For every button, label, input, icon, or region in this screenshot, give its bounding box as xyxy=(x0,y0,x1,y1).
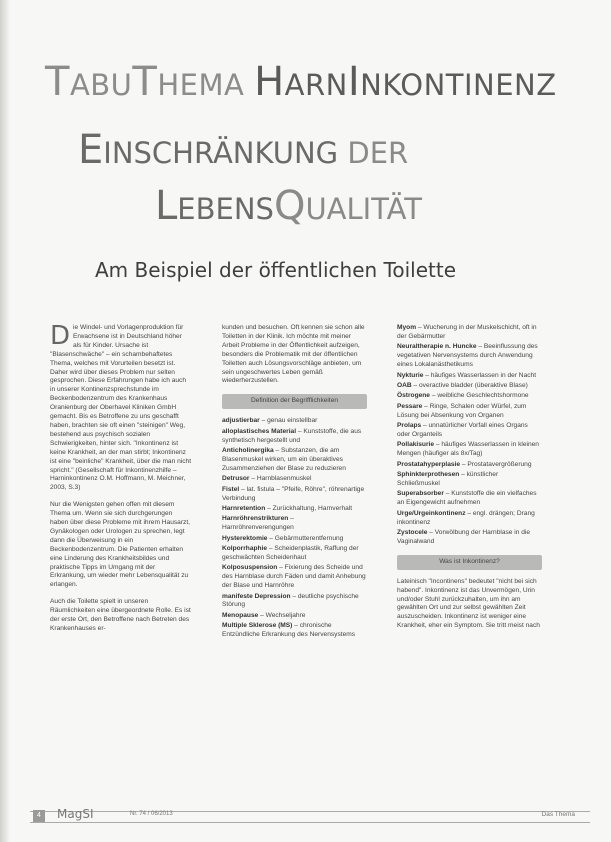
headline-line-1 xyxy=(45,59,557,105)
definition-item xyxy=(222,545,367,563)
definition-term: Harnröhrenstrikturen xyxy=(222,515,289,523)
definition-term: Hysterektomie xyxy=(222,534,268,542)
definition-term: Urge/Urgeinkontinenz xyxy=(397,509,466,517)
definition-text: – unnatürlicher Vorfall eines Organs oder Organteils xyxy=(397,422,528,438)
headline-fragment: DER xyxy=(347,136,409,170)
definition-term: Östrogene xyxy=(397,392,430,400)
definition-text: – overactive bladder (überaktive Blase) xyxy=(411,381,528,389)
definition-text: – engl. drängen; Drang inkontinenz xyxy=(397,509,535,526)
definition-text: – genau einstellbar xyxy=(259,417,318,425)
section-name: Das Thema xyxy=(541,811,575,818)
definition-item xyxy=(397,372,542,381)
definition-text: – deutliche psychische Störung xyxy=(222,592,359,609)
headline-fragment: L xyxy=(155,183,178,229)
definition-text: – häufiges Wasserlassen in der Nacht xyxy=(423,371,537,379)
definition-term: Kolporrhaphie xyxy=(222,545,268,553)
definition-text: – Substanzen, die am Blasenmuskel wirken, um ein überaktives Zusammenziehen der Blase zu reduzieren xyxy=(222,446,346,472)
column-1 xyxy=(50,321,192,642)
definition-text: – Scheidenplastik, Raffung der geschwächten Scheidenhaut xyxy=(222,545,359,561)
column-3-text xyxy=(397,578,542,631)
headline-line-3 xyxy=(155,183,422,229)
headline-fragment: EBENS xyxy=(177,192,274,226)
definition-text: – Gebärmutterentfernung xyxy=(267,534,344,542)
definition-text: – künstlicher Schließmuskel xyxy=(397,471,499,487)
definition-text: – Kunststoffe, die aus synthetisch hergestellt und xyxy=(222,427,362,444)
column-1-text xyxy=(50,321,192,634)
drop-cap: D xyxy=(50,321,71,351)
definition-text: – Zurückhaltung, Harnverhalt xyxy=(265,504,353,512)
definition-item xyxy=(222,535,367,544)
definition-item xyxy=(397,510,542,528)
definition-term: Anticholinergika xyxy=(222,446,274,454)
column-2 xyxy=(222,324,367,642)
definition-item xyxy=(397,343,542,370)
definition-item xyxy=(222,486,367,504)
definition-item xyxy=(222,622,367,640)
page-footer xyxy=(0,802,611,832)
paragraph: Nur die Wenigsten gehen offen mit diesem Thema um. Wenn sie sich durchgerungen haben über diese Probleme mit ihrem Hausarzt, Gynäkologen oder Urologen zu sprechen, legt dann die Überweisung in ein Beckenbodenzentrum. Die Patienten erhalten eine Linderung des Krankheitsbildes und praktische Tipps im Umgang mit der Erkrankung, um wieder mehr Lebensqualität zu erlangen. xyxy=(50,501,191,589)
definition-term: Neuraltherapie n. Huncke xyxy=(397,343,477,351)
definition-term: Sphinkterprothesen xyxy=(397,471,460,479)
definition-item xyxy=(222,505,367,514)
definition-item xyxy=(222,612,367,621)
definition-term: Prolaps xyxy=(397,422,422,430)
definition-term: Zystocele xyxy=(397,529,428,537)
definition-item xyxy=(222,447,367,474)
definition-term: Nykturie xyxy=(397,371,424,379)
paragraph: kunden und besuchen. Oft kennen sie schon alle Toiletten in der Klinik. Ich möchte mit meiner Arbeit Probleme in der Öffentlichkeit aufzeigen, besonders die Problematik mit der öffentlichen Toiletten auch Lösungsvorschläge anbieten, um sein ungeschwertes Leben gemäß wiederherzustellen. xyxy=(222,324,365,385)
headline-fragment: NKONTINENZ xyxy=(360,68,557,102)
definition-term: alloplastisches Material xyxy=(222,427,297,435)
headline-fragment: UALITÄT xyxy=(305,192,422,226)
definition-term: Menopause xyxy=(222,611,259,619)
paragraph: Lateinisch "Incontinens" bedeutet "nicht bei sich habend". Inkontinenz ist das Unvermögen, Urin und/oder Stuhl zurückzuhalten, um ihn am gewählten Ort und zur selbst gewählten Zeit auszuscheiden. Inkontinenz ist weniger eine Krankheit, eher ein Symptom. Sie tritt meist nach xyxy=(397,577,540,630)
definition-term: Fistel xyxy=(222,485,240,493)
definition-text: – Harnblasenmuskel xyxy=(249,475,312,483)
definition-item xyxy=(222,515,367,533)
definition-item xyxy=(222,475,367,484)
definition-item xyxy=(397,392,542,401)
definition-term: Multiple Sklerose (MS) xyxy=(222,622,293,630)
definition-term: Pollakisurie xyxy=(397,441,435,449)
definition-text: – Fixierung des Scheide und des Harnblase durch Fäden und damit Anhebung der Blase und Harnröhre xyxy=(222,564,366,590)
definition-text: – häufiges Wasserlassen in kleinen Mengen (häufiger als 8x/Tag) xyxy=(397,441,539,458)
headline-fragment: INSCHRÄNKUNG xyxy=(103,136,348,170)
definition-text: – Harnröhrenverengungen xyxy=(222,515,294,532)
definition-item xyxy=(222,417,367,426)
headline-fragment: ABU xyxy=(69,68,133,102)
headline-fragment: ARN xyxy=(284,68,348,102)
definition-item xyxy=(397,471,542,489)
definition-item xyxy=(222,428,367,446)
definition-text: – Wechseljahre xyxy=(258,611,306,619)
definition-item xyxy=(397,324,542,342)
headline-fragment: T xyxy=(132,59,158,105)
definition-term: Myom xyxy=(397,324,417,331)
headline-fragment: E xyxy=(78,127,104,173)
column-2-intro xyxy=(222,324,367,386)
page-number: 4 xyxy=(33,810,45,822)
definition-item xyxy=(397,403,542,421)
definition-item xyxy=(397,529,542,547)
definition-term: OAB xyxy=(397,381,412,389)
headline-block xyxy=(0,0,611,230)
definition-text: – weibliche Geschlechtshormone xyxy=(429,392,529,400)
definition-item xyxy=(397,382,542,391)
definition-text: – Ringe, Schalen oder Würfel, zum Lösung bei Absenkung von Organen xyxy=(397,402,527,419)
definition-term: Prostatahyperplasie xyxy=(397,460,461,468)
magazine-name: MagSI xyxy=(57,807,94,821)
definition-item xyxy=(397,461,542,470)
paragraph: ie Windel- und Vorlagenproduktion für Erwachsene ist in Deutschland höher als für Kinder. Ursache ist "Blasenschwäche" – ein schambehaftetes Thema, welches mit Vorurteilen besetzt ist. Daher wird über dieses Problem nur selten gesprochen. Diese Erfahrungen habe ich auch in unserer Kontinenzsprechstunde im Beckenbodenzentrum des Krankenhaus Oranienburg der Oberhavel Kliniken GmbH gemacht. Bis es Betroffene zu uns geschafft haben, brachten sie oft einen "steinigen" Weg, bestehend aus psychisch sozialen Schwierigkeiten, hinter sich. "Inkontinenz ist keine Krankheit, an der man stirbt; Inkontinenz ist eine "beinliche" Krankheit, über die man nicht spricht." (Gesellschaft für Inkontinenzhilfe – Harninkontinenz O.M. Hoffmann, M. Meichner, 2003, S.3) xyxy=(50,324,192,492)
definition-item xyxy=(397,422,542,440)
definitions-list xyxy=(222,417,367,640)
definitions-list-continued xyxy=(397,324,542,547)
definition-text: – Beeinflussung des vegetativen Nervensystems durch Anwendung eines Lokalanästhetikums xyxy=(397,343,538,369)
definition-term: Superabsorber xyxy=(397,490,444,498)
definitions-heading: Definition der Begrifflichkeiten xyxy=(222,394,367,409)
headline-fragment: I xyxy=(347,59,361,105)
definition-item xyxy=(397,441,542,459)
definition-text: – chronische Entzündliche Erkrankung des Nervensystems xyxy=(222,622,356,639)
headline-fragment: T xyxy=(45,59,70,105)
paragraph: Auch die Toilette spielt in unseren Räumlichkeiten eine übergeordnete Rolle. Es ist der erste Ort, den Betroffene nach Betreten des Krankenhauses er- xyxy=(50,598,191,632)
definition-text: – Kunststoffe die ein vielfaches an Eigengewicht aufnehmen xyxy=(397,490,537,507)
definition-text: – lat. fistula – "Pfeife, Röhre", röhrenartige Verbindung xyxy=(222,485,365,502)
definition-text: – Wucherung in der Muskelschicht, oft in der Gebärmutter xyxy=(397,324,537,340)
subtitle: Am Beispiel der öffentlichen Toilette xyxy=(95,258,456,282)
definition-term: Pessare xyxy=(397,402,423,410)
headline-line-2 xyxy=(78,127,409,173)
definition-text: – Vorwölbung der Harnblase in die Vaginalwand xyxy=(397,529,531,545)
definition-term: manifeste Depression xyxy=(222,592,291,600)
definition-term: Detrusor xyxy=(222,475,250,483)
definition-term: Harnretention xyxy=(222,504,266,512)
what-is-incontinence-heading: Was ist Inkontinenz? xyxy=(397,555,542,570)
column-3 xyxy=(397,324,542,639)
definition-term: Kolposuspension xyxy=(222,564,278,572)
issue-info: Nr. 74 / 06/2013 xyxy=(130,811,173,817)
definition-item xyxy=(222,564,367,591)
headline-fragment: Q xyxy=(273,183,306,229)
definition-item xyxy=(397,490,542,508)
definition-term: adjustierbar xyxy=(222,417,260,425)
footer-rule xyxy=(30,811,590,823)
definition-item xyxy=(222,593,367,611)
headline-fragment: HEMA xyxy=(157,68,255,102)
definition-text: – Prostatavergrößerung xyxy=(460,460,532,468)
headline-fragment: H xyxy=(254,59,285,105)
